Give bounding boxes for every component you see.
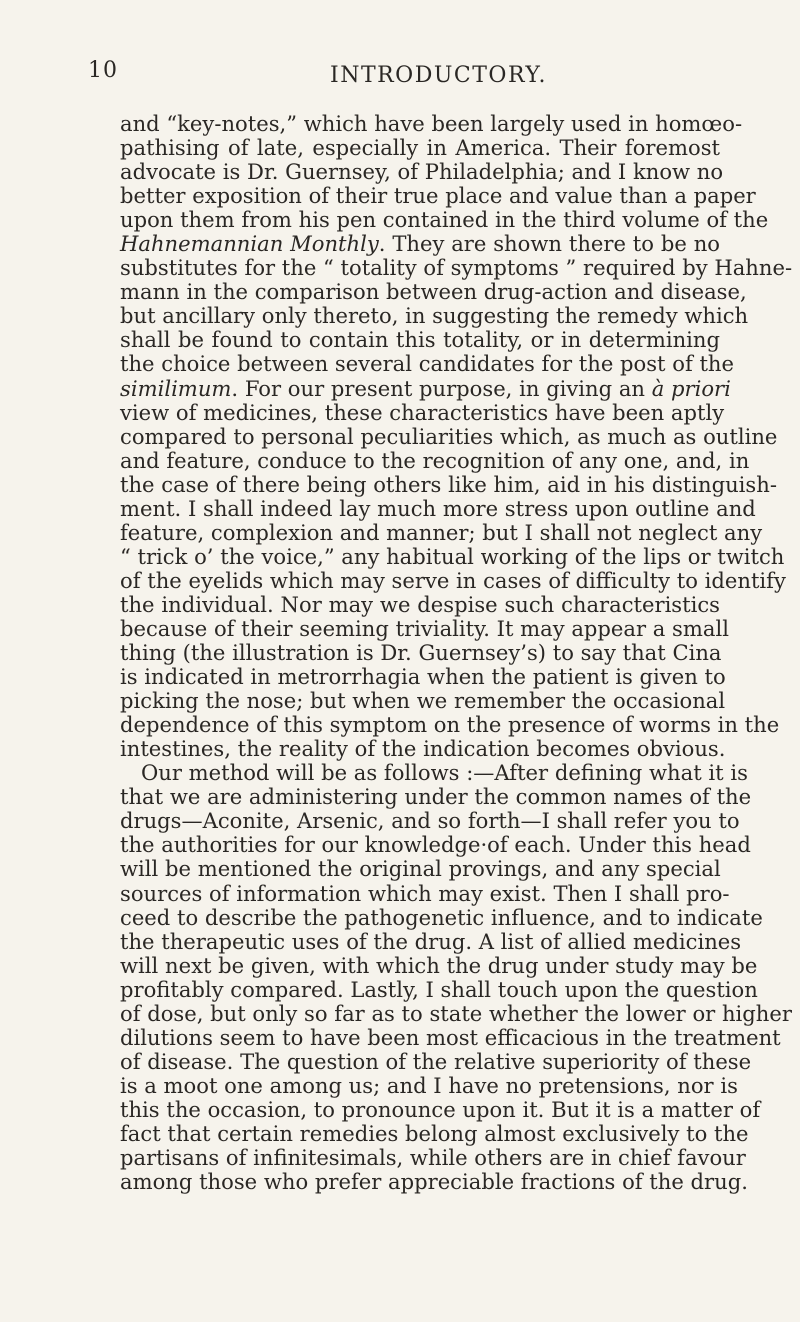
- text-line: pathising of late, especially in America. Their foremost: [120, 135, 720, 161]
- text-line: upon them from his pen contained in the third volume of the: [120, 207, 769, 233]
- text-line: and feature, conduce to the recognition of any one, and, in: [120, 447, 750, 473]
- body-text: [120, 111, 793, 1195]
- text-line: because of their seeming triviality. It may appear a small: [120, 615, 729, 641]
- text-line: picking the nose; but when we remember the occasional: [120, 688, 726, 714]
- text-line: advocate is Dr. Guernsey, of Philadelphia; and I know no: [120, 159, 724, 185]
- text-line: partisans of infinitesimals, while others are in chief favour: [120, 1145, 746, 1171]
- text-line: shall be found to contain this totality, or in determining: [120, 327, 720, 353]
- text-line: dilutions seem to have been most efficacious in the treatment: [120, 1024, 781, 1050]
- text-line: is a moot one among us; and I have no pretensions, nor is: [120, 1072, 738, 1098]
- text-line: profitably compared. Lastly, I shall touch upon the question: [120, 976, 758, 1002]
- page-number: 10: [88, 58, 118, 83]
- text-line: is indicated in metrorrhagia when the patient is given to: [120, 664, 726, 690]
- text-line: the choice between several candidates for the post of the: [120, 351, 734, 377]
- text-line: that we are administering under the common names of the: [120, 784, 752, 810]
- text-line: will next be given, with which the drug under study may be: [120, 952, 758, 978]
- text-line: ment. I shall indeed lay much more stress upon outline and: [120, 495, 756, 521]
- text-line: will be mentioned the original provings, and any special: [120, 856, 721, 882]
- text-line: but ancillary only thereto, in suggesting the remedy which: [120, 303, 749, 329]
- text-line: the individual. Nor may we despise such characteristics: [120, 591, 720, 617]
- text-line: drugs—Aconite, Arsenic, and so forth—I shall refer you to: [120, 808, 740, 834]
- text-line: this the occasion, to pronounce upon it. But it is a matter of: [120, 1096, 761, 1122]
- text-line: of the eyelids which may serve in cases of difficulty to identify: [120, 567, 786, 593]
- paragraph: [120, 760, 792, 1195]
- text-line: sources of information which may exist. Then I shall pro-: [120, 880, 730, 906]
- text-line: of disease. The question of the relative superiority of these: [120, 1048, 752, 1074]
- text-line: Our method will be as follows :—After defining what it is: [141, 760, 748, 786]
- text-line: the authorities for our knowledge·of each. Under this head: [120, 832, 751, 858]
- text-line: and “key-notes,” which have been largely used in homœo-: [120, 111, 743, 136]
- text-line: among those who prefer appreciable fractions of the drug.: [120, 1169, 748, 1195]
- text-line: compared to personal peculiarities which, as much as outline: [120, 423, 778, 449]
- text-line: mann in the comparison between drug-action and disease,: [120, 279, 747, 305]
- text-line: substitutes for the “ totality of symptoms ” required by Hahne-: [120, 255, 793, 281]
- text-line: fact that certain remedies belong almost exclusively to the: [120, 1120, 749, 1146]
- text-line: feature, complexion and manner; but I shall not neglect any: [120, 519, 763, 545]
- text-line: of dose, but only so far as to state whether the lower or higher: [120, 1000, 792, 1026]
- text-line: thing (the illustration is Dr. Guernsey’s) to say that Cina: [120, 640, 722, 666]
- running-head: INTRODUCTORY.: [330, 63, 548, 88]
- text-line: the therapeutic uses of the drug. A list of allied medicines: [120, 928, 742, 954]
- text-line: Hahnemannian Monthly. They are shown there to be no: [120, 231, 720, 257]
- paragraph: [120, 111, 793, 762]
- text-line: similimum. For our present purpose, in giving an à priori: [120, 375, 731, 401]
- text-line: view of medicines, these characteristics have been aptly: [120, 399, 725, 425]
- text-line: dependence of this symptom on the presence of worms in the: [120, 712, 780, 738]
- text-line: better exposition of their true place and value than a paper: [120, 183, 756, 209]
- text-line: “ trick o’ the voice,” any habitual working of the lips or twitch: [120, 543, 785, 569]
- text-line: the case of there being others like him, aid in his distinguish-: [120, 471, 777, 497]
- text-line: intestines, the reality of the indication becomes obvious.: [120, 736, 726, 762]
- text-line: ceed to describe the pathogenetic influence, and to indicate: [120, 904, 763, 930]
